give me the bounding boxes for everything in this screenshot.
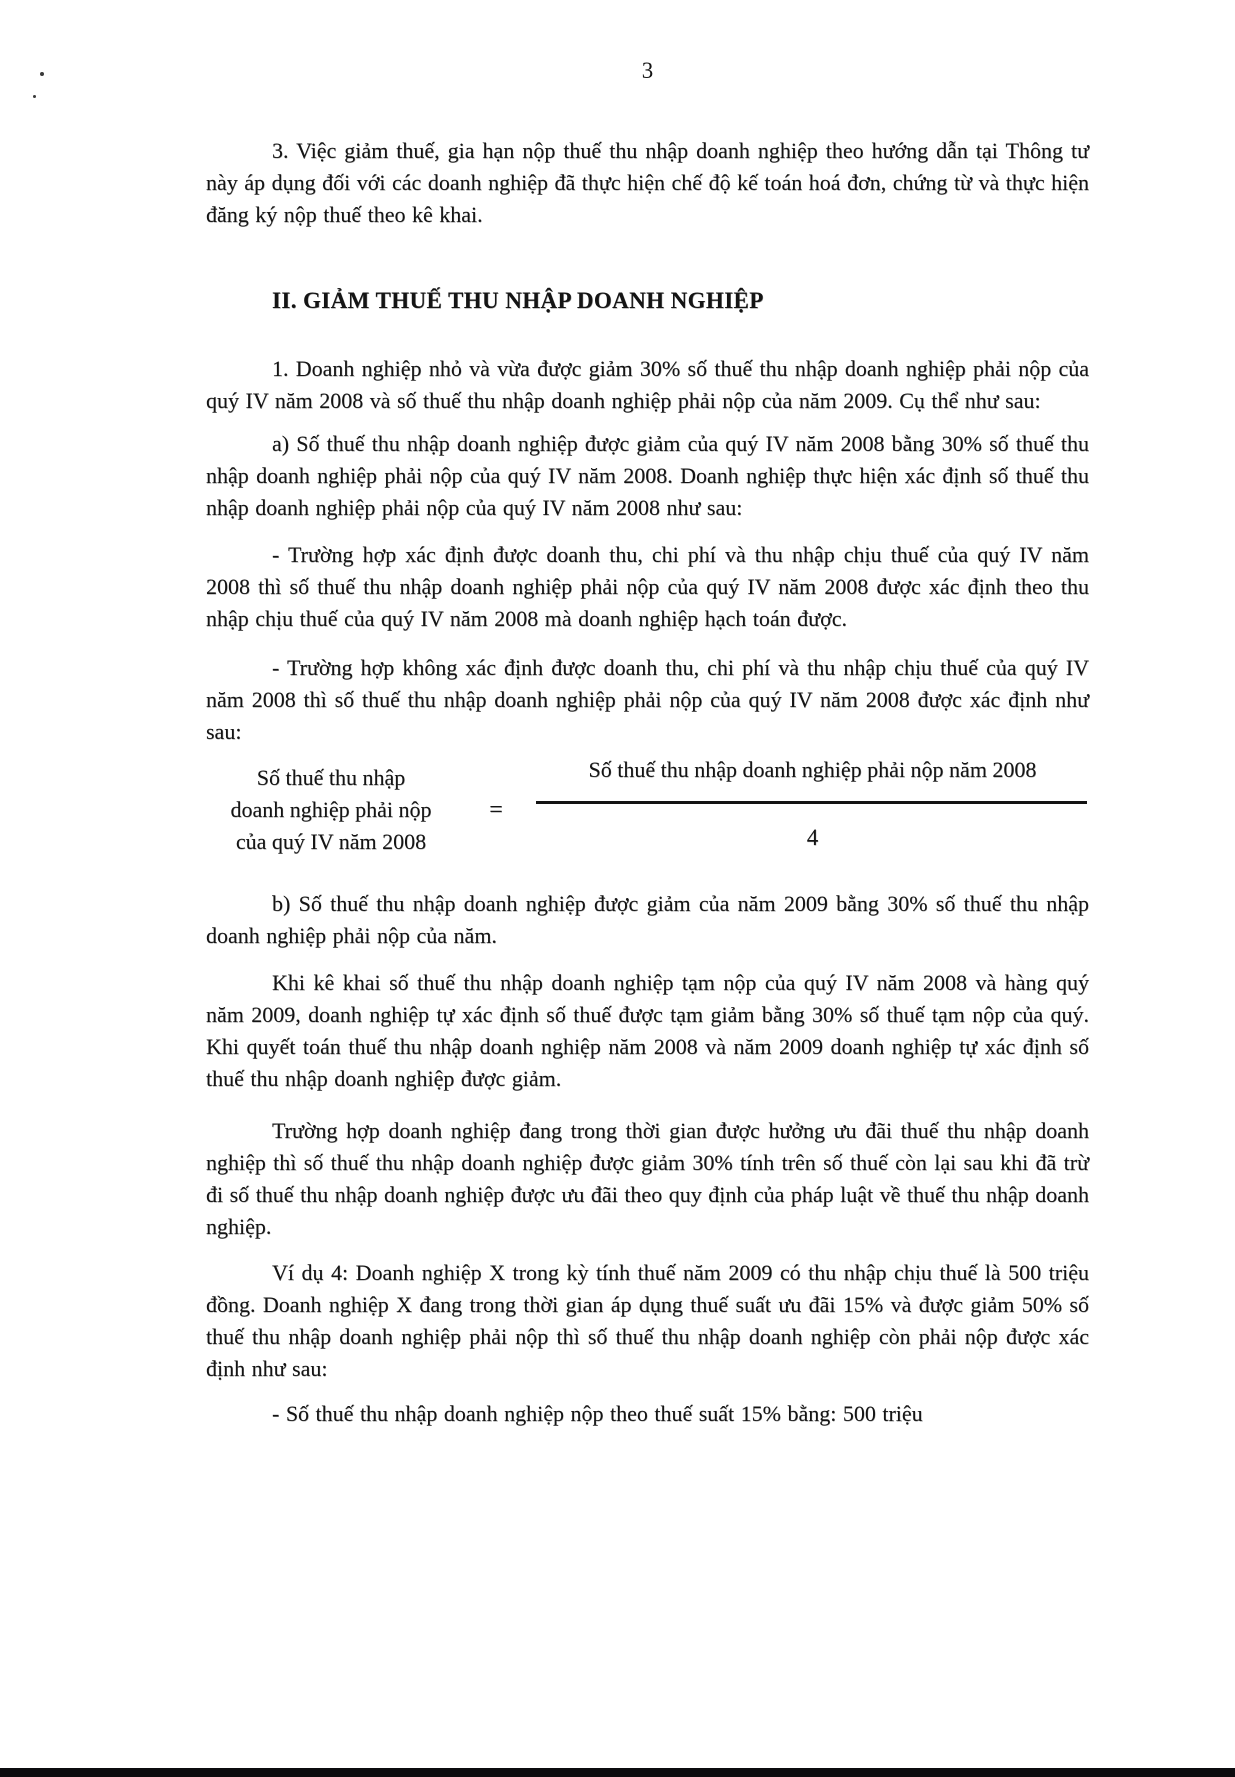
paragraph-incentive: Trường hợp doanh nghiệp đang trong thời gian được hưởng ưu đãi thuế thu nhập doanh nghiệp thì số thuế thu nhập doanh nghiệp được giảm 30% tính trên số thuế còn lại sau khi đã trừ đi số thuế thu nhập doanh nghiệp được ưu đãi theo quy định của pháp luật về thuế thu nhập doanh nghiệp. xyxy=(206,1118,1089,1239)
tax-formula xyxy=(206,754,1089,858)
paragraph-item-1: 1. Doanh nghiệp nhỏ và vừa được giảm 30% số thuế thu nhập doanh nghiệp phải nộp của quý IV năm 2008 và số thuế thu nhập doanh nghiệp phải nộp của năm 2009. Cụ thể như sau: xyxy=(206,356,1089,413)
formula-numerator: Số thuế thu nhập doanh nghiệp phải nộp năm 2008 xyxy=(588,757,1037,782)
paragraph-item-1b: b) Số thuế thu nhập doanh nghiệp được giảm của năm 2009 bằng 30% số thuế thu nhập doanh nghiệp phải nộp của năm. xyxy=(206,891,1089,948)
scan-artifact-dot xyxy=(40,72,44,76)
page-content xyxy=(206,0,1089,1430)
paragraph-example-4-detail: - Số thuế thu nhập doanh nghiệp nộp theo thuế suất 15% bằng: 500 triệu xyxy=(272,1401,923,1426)
formula-left-label-line: doanh nghiệp phải nộp xyxy=(230,797,432,822)
formula-left-label xyxy=(206,754,456,858)
formula-left-label-line: Số thuế thu nhập xyxy=(256,765,406,790)
paragraph-declaration: Khi kê khai số thuế thu nhập doanh nghiệp tạm nộp của quý IV năm 2008 và hàng quý năm 2009, doanh nghiệp tự xác định số thuế được tạm giảm bằng 30% số thuế tạm nộp của quý. Khi quyết toán thuế thu nhập doanh nghiệp năm 2008 và năm 2009 doanh nghiệp tự xác định số thuế thu nhập doanh nghiệp được giảm. xyxy=(206,970,1089,1091)
section-heading: II. GIẢM THUẾ THU NHẬP DOANH NGHIỆP xyxy=(272,288,764,313)
scan-edge-bar xyxy=(0,1768,1235,1777)
formula-fraction xyxy=(536,754,1089,854)
paragraph-case-determined: - Trường hợp xác định được doanh thu, chi phí và thu nhập chịu thuế của quý IV năm 2008 thì số thuế thu nhập doanh nghiệp phải nộp của quý IV năm 2008 được xác định theo thu nhập chịu thuế của quý IV năm 2008 mà doanh nghiệp hạch toán được. xyxy=(206,542,1089,631)
formula-left-label-line: của quý IV năm 2008 xyxy=(235,829,427,854)
fraction-bar xyxy=(536,801,1087,804)
paragraph-case-undetermined: - Trường hợp không xác định được doanh thu, chi phí và thu nhập chịu thuế của quý IV năm 2008 thì số thuế thu nhập doanh nghiệp phải nộp của quý IV năm 2008 được xác định như sau: xyxy=(206,655,1089,744)
equals-sign: = xyxy=(489,797,503,823)
formula-denominator: 4 xyxy=(806,825,819,850)
paragraph-example-4: Ví dụ 4: Doanh nghiệp X trong kỳ tính thuế năm 2009 có thu nhập chịu thuế là 500 triệu đồng. Doanh nghiệp X đang trong thời gian áp dụng thuế suất ưu đãi 15% và được giảm 50% số thuế thu nhập doanh nghiệp phải nộp thì số thuế thu nhập doanh nghiệp còn phải nộp được xác định như sau: xyxy=(206,1260,1089,1381)
page-number: 3 xyxy=(641,58,654,83)
paragraph-item-1a: a) Số thuế thu nhập doanh nghiệp được giảm của quý IV năm 2008 bằng 30% số thuế thu nhập doanh nghiệp phải nộp của quý IV năm 2008. Doanh nghiệp thực hiện xác định số thuế thu nhập doanh nghiệp phải nộp của quý IV năm 2008 như sau: xyxy=(206,431,1089,520)
scan-artifact-dot xyxy=(33,95,36,98)
paragraph-item-3: 3. Việc giảm thuế, gia hạn nộp thuế thu nhập doanh nghiệp theo hướng dẫn tại Thông tư này áp dụng đối với các doanh nghiệp đã thực hiện chế độ kế toán hoá đơn, chứng từ và thực hiện đăng ký nộp thuế theo kê khai. xyxy=(206,138,1089,227)
